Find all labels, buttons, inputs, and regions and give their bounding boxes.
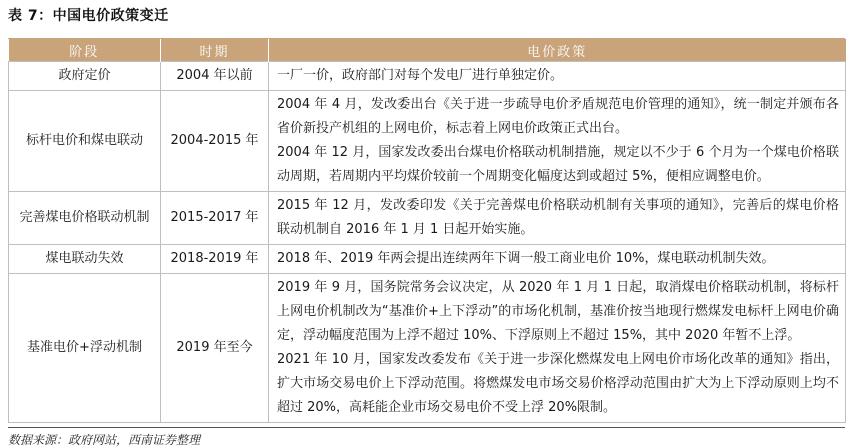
stage-cell: 煤电联动失效 (9, 245, 161, 274)
stage-cell: 基准电价+浮动机制 (9, 274, 161, 423)
table-header-row (9, 39, 846, 62)
policy-text: 一厂一价，政府部门对每个发电厂进行单独定价。 (277, 68, 564, 83)
table-row (9, 274, 846, 423)
period-cell: 2018-2019 年 (161, 245, 269, 274)
period-cell: 2015-2017 年 (161, 192, 269, 245)
period-cell: 2004-2015 年 (161, 91, 269, 192)
policy-text: 2004 年 4 月，发改委出台《关于进一步疏导电价矛盾规范电价管理的通知》，统一制定并颁布各省价新投产机组的上网电价，标志着上网电价政策正式出台。 (277, 97, 839, 136)
policy-cell (269, 274, 846, 423)
table-row (9, 192, 846, 245)
policy-cell (269, 62, 846, 91)
table-row (9, 91, 846, 192)
table-row (9, 62, 846, 91)
bottom-rule (8, 427, 845, 428)
header-policy: 电价政策 (269, 39, 846, 62)
header-period: 时期 (161, 39, 269, 62)
stage-cell: 标杆电价和煤电联动 (9, 91, 161, 192)
policy-text: 2021 年 10 月，国家发改委发布《关于进一步深化燃煤发电上网电价市场化改革的通知》指出，扩大市场交易电价上下浮动范围。将燃煤发电市场交易价格浮动范围由扩大为上下浮动原则上均不超过 20%，高耗能企业市场交易电价不受上浮 20%限制。 (277, 352, 839, 415)
policy-text: 2004 年 12 月，国家发改委出台煤电价格联动机制措施，规定以不少于 6 个月为一个煤电价格联动周期，若周期内平均煤价较前一个周期变化幅度达到或超过 5%，便相应调整电价。 (277, 145, 839, 184)
policy-cell (269, 245, 846, 274)
policy-cell (269, 91, 846, 192)
stage-cell: 政府定价 (9, 62, 161, 91)
policy-text: 2015 年 12 月，发改委印发《关于完善煤电价格联动机制有关事项的通知》，完善后的煤电价格联动机制自 2016 年 1 月 1 日起开始实施。 (277, 198, 839, 237)
policy-text: 2018 年、2019 年两会提出连续两年下调一般工商业电价 10%，煤电联动机制失效。 (277, 251, 775, 266)
table-title: 表 7：中国电价政策变迁 (8, 8, 169, 24)
policy-text: 2019 年 9 月，国务院常务会议决定，从 2020 年 1 月 1 日起，取消煤电价格联动机制，将标杆上网电价机制改为“基准价+上下浮动”的市场化机制，基准价按当地现行燃煤发电标杆上网电价确定，浮动幅度范围为上浮不超过 10%、下浮原则上不超过 15%，其中 2020 年暂不上浮。 (277, 280, 839, 343)
table-row (9, 245, 846, 274)
header-stage: 阶段 (9, 39, 161, 62)
policy-table (8, 39, 846, 423)
period-cell: 2019 年至今 (161, 274, 269, 423)
stage-cell: 完善煤电价格联动机制 (9, 192, 161, 245)
policy-cell (269, 192, 846, 245)
source-note: 数据来源：政府网站，西南证券整理 (8, 433, 201, 447)
period-cell: 2004 年以前 (161, 62, 269, 91)
